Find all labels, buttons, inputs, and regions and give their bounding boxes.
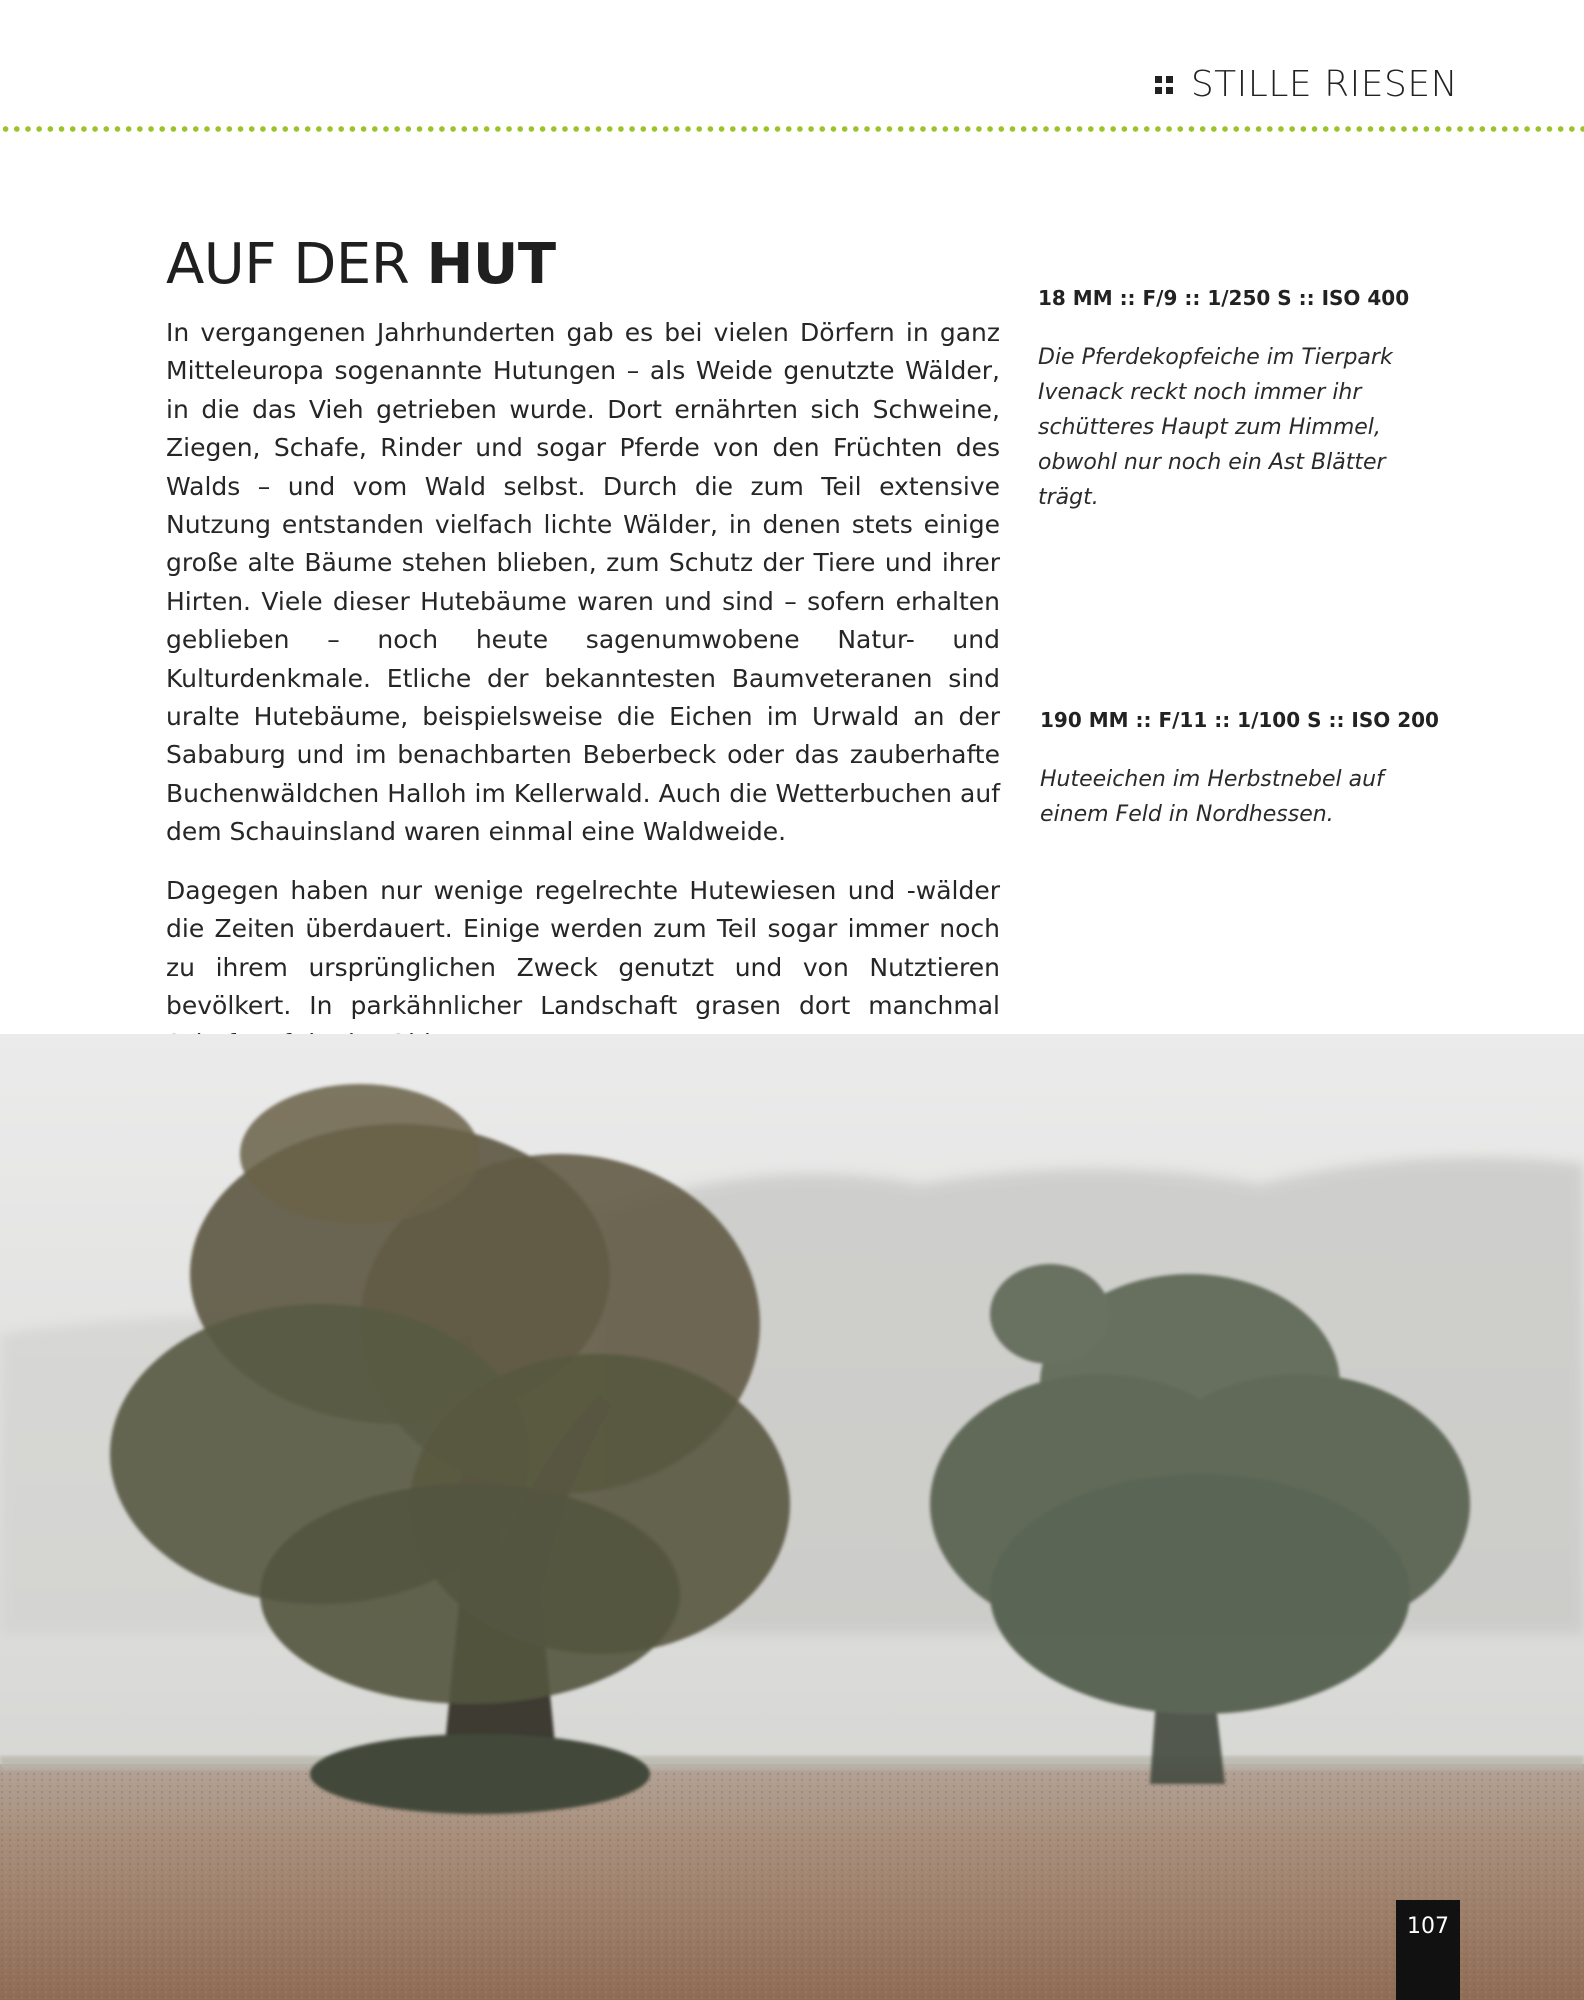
article-title xyxy=(166,232,556,297)
photo-caption xyxy=(1038,286,1438,515)
article-body xyxy=(166,314,1000,1084)
dotted-divider xyxy=(0,126,1584,132)
exif-info: 18 MM :: F/9 :: 1/250 S :: ISO 400 xyxy=(1038,286,1410,310)
title-light: AUF DER xyxy=(166,232,410,297)
caption-text: Die Pferdekopfeiche im Tierpark Ivenack reckt noch immer ihr schütteres Haupt zum Himmel, obwohl nur noch ein Ast Blätter trägt. xyxy=(1038,345,1393,510)
section-label: STILLE RIESEN xyxy=(1190,64,1458,105)
page-number: 107 xyxy=(1396,1900,1460,2000)
section-header xyxy=(1155,64,1458,105)
fog-oak-photo xyxy=(0,1034,1584,2000)
paragraph: In vergangenen Jahrhunderten gab es bei vielen Dörfern in ganz Mitteleuropa sogenannte Hutungen – als Weide genutzte Wälder, in die das Vieh getrieben wurde. Dort ernährten sich Schweine, Ziegen, Schafe, Rinder und sogar Pferde von den Früchten des Walds – und vom Wald selbst. Durch die zum Teil extensive Nutzung entstanden vielfach lichte Wälder, in denen stets einige große alte Bäume stehen blieben, zum Schutz der Tiere und ihrer Hirten. Viele dieser Hutebäume waren und sind – sofern erhalten geblieben – noch heute sagenumwobene Natur- und Kulturdenkmale. Etliche der bekanntesten Baumveteranen sind uralte Hutebäume, beispielsweise die Eichen im Urwald an der Sababurg und im benachbarten Beberbeck oder das zauberhafte Buchenwäldchen Halloh im Kellerwald. Auch die Wetterbuchen auf dem Schauinsland waren einmal eine Waldweide. xyxy=(166,318,1000,847)
exif-info: 190 MM :: F/11 :: 1/100 S :: ISO 200 xyxy=(1040,708,1439,732)
four-squares-icon xyxy=(1155,76,1173,94)
paragraph: Dagegen haben nur wenige regelrechte Hutewiesen und -wälder die Zeiten überdauert. Einige werden zum Teil sogar immer noch zu ihrem ursprünglichen Zweck genutzt und von Nutztieren bevölkert. In parkähnlicher Landschaft grasen dort manchmal xyxy=(166,875,1000,1020)
title-bold: HUT xyxy=(426,232,556,297)
photo-caption xyxy=(1040,708,1440,832)
caption-text: Huteeichen im Herbstnebel auf einem Feld in Nordhessen. xyxy=(1040,767,1384,827)
